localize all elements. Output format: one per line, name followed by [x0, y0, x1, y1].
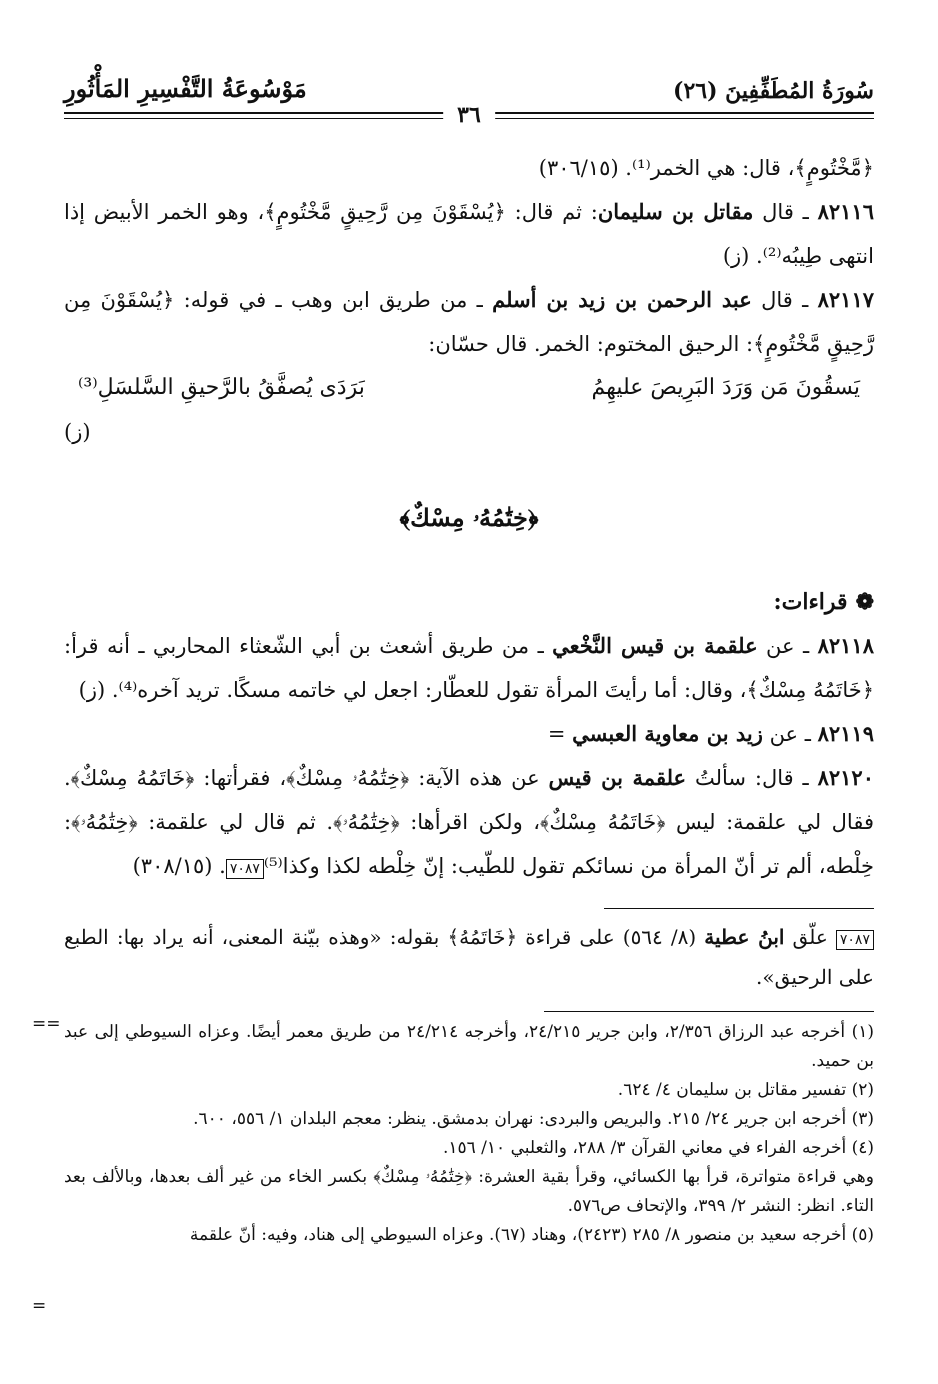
narration-number: ٨٢١١٧: [817, 287, 875, 312]
narration-text: =: [547, 722, 573, 746]
narration-text: ـ عن: [762, 722, 818, 746]
commentary-ref-box: ٧٠٨٧: [226, 859, 264, 879]
narration-82117: [64, 278, 874, 366]
commentary-text: علّق: [784, 925, 836, 949]
poem-tag: (ز): [64, 420, 91, 444]
footnote-continuation-mark: =: [32, 1296, 47, 1316]
page-header: [64, 60, 874, 130]
commentary-separator: [604, 908, 874, 909]
narration-text: : ثم قال: ﴿يُسْقَوْنَ مِن رَّحِيقٍ مَّخْتُومٍ﴾، وهو الخمر الأبيض إذا انتهى طِيبُه⁽²⁾. (ز): [64, 200, 874, 268]
section-title-row: [64, 580, 874, 624]
footnote: (٤) أخرجه الفراء في معاني القرآن ٣/ ٢٨٨، والثعلبي ١٠/ ١٥٦.: [442, 1138, 874, 1158]
footnotes: [64, 1018, 874, 1250]
footnote: (٢) تفسير مقاتل بن سليمان ٤/ ٦٢٤.: [617, 1080, 874, 1100]
paragraph-continuation: ﴿مَّخْتُومٍ﴾، قال: هي الخمر⁽¹⁾. (٣٠٦/١٥): [538, 156, 874, 180]
commentator-name: ابنُ عطية: [704, 925, 785, 949]
narration-number: ٨٢١١٦: [817, 199, 874, 224]
narration-82116: [64, 190, 874, 278]
footnote: (١) أخرجه عبد الرزاق ٢/٣٥٦، وابن جرير ٢٤/٢١٥، وأخرجه ٢٤/٢١٤ من طريق معمر أيضًا. وعزاه السيوطي إلى عبد بن حميد.: [64, 1022, 874, 1071]
commentary-text: (٨/ ٥٦٤) على قراءة ﴿خَاتَمُهُ﴾ بقوله: «وهذه بيّنة المعنى، أنه يراد بها: الطبع على الرحيق».: [64, 925, 874, 989]
poem-first-hemistich: يَسقُونَ مَن وَرَدَ البَرِيصَ عليهِمُ: [591, 375, 860, 400]
narration-number: ٨٢١٢٠: [817, 765, 874, 790]
footnote: وهي قراءة متواترة، قرأ بها الكسائي، وقرأ بقية العشرة: ﴿خِتَٰمُهُۥ مِسْكٌ﴾ بكسر الخاء من غير ألف بعدها، وبالألف بعد التاء. انظر: النشر ٢/ ٣٩٩، والإتحاف ص٥٧٦.: [64, 1167, 874, 1216]
narration-text: ـ قال: سألتُ: [686, 766, 818, 790]
commentary-continuation-mark: ==: [32, 1014, 61, 1034]
narration-number: ٨٢١١٩: [817, 721, 874, 746]
narrator-name: علقمة بن قيس: [548, 765, 687, 790]
narration-text: ـ من طريق ابن وهب ـ في قوله: ﴿يُسْقَوْنَ مِن رَّحِيقٍ مَّخْتُومٍ﴾: الرحيق المختوم: الخمر. قال حسّان:: [64, 288, 874, 356]
narration-82118: [64, 624, 874, 712]
commentary-note: [64, 917, 874, 997]
narrator-name: علقمة بن قيس النَّخْعي: [552, 633, 758, 658]
commentary-ref-box: ٧٠٨٧: [836, 930, 874, 950]
narration-text: ـ من طريق أشعث بن أبي الشّعثاء المحاربي ـ أنه قرأ: ﴿خَاتَمُهُ مِسْكٌ﴾، وقال: أما رأيتَ المرأة تقول للعطّار: اجعل لي خاتمه مسكًا. تريد آخره⁽⁴⁾. (ز): [64, 634, 874, 702]
narration-82119: [64, 712, 874, 756]
narration-82120: [64, 756, 874, 888]
footnote-separator: [544, 1011, 874, 1012]
narration-ref: . (٣٠٨/١٥): [132, 854, 226, 878]
poem-second-hemistich: بَرَدَى يُصفَّقُ بالرَّحيقِ السَّلسَلِ⁽³⁾: [78, 375, 365, 400]
footnote: (٥) أخرجه سعيد بن منصور ٨/ ٢٨٥ (٢٤٢٣)، وهناد (٦٧). وعزاه السيوطي إلى هناد، وفيه: أنّ علقمة: [189, 1225, 874, 1245]
narrator-name: مقاتل بن سليمان: [597, 199, 754, 224]
footnote: (٣) أخرجه ابن جرير ٢٤/ ٢١٥. والبريص والبردى: نهران بدمشق. ينظر: معجم البلدان ١/ ٥٥٦، ٦٠٠.: [193, 1109, 874, 1129]
poem-verse: [64, 366, 874, 410]
narrator-name: زيد بن معاوية العبسي: [572, 721, 763, 746]
narration-text: ـ عن: [757, 634, 818, 658]
section-title: قراءات:: [773, 589, 848, 615]
book-title: مَوْسُوعَةُ التَّفْسِيرِ المَأْثُورِ: [64, 74, 307, 103]
narrator-name: عبد الرحمن بن زيد بن أسلم: [492, 287, 752, 312]
ayah-heading: ﴿خِتَٰمُهُۥ مِسْكٌ﴾: [399, 503, 539, 532]
page-body: [64, 146, 874, 1250]
narration-number: ٨٢١١٨: [817, 633, 874, 658]
narration-text: ـ قال: [753, 200, 818, 224]
narration-text: ـ قال: [751, 288, 818, 312]
narration-text: عن هذه الآية: ﴿خِتَٰمُهُۥ مِسْكٌ﴾، فقرأتها: ﴿خَاتَمُهُ مِسْكٌ﴾. فقال لي علقمة: ليس ﴿خَاتَمُهُ مِسْكٌ﴾، ولكن اقرأها: ﴿خِتَٰمُهُۥ﴾. ثم قال لي علقمة: ﴿خِتَٰمُهُۥ﴾: خِلْطه، ألم تر أنّ المرأة من نسائكم تقول للطّيب: إنّ خِلْطه لكذا وكذا⁽⁵⁾: [64, 766, 874, 878]
surah-title: سُورَةُ المُطَفِّفِينَ (٢٦): [673, 78, 874, 104]
page-number: ٣٦: [443, 102, 495, 128]
flower-ornament-icon: ❁: [855, 589, 874, 615]
